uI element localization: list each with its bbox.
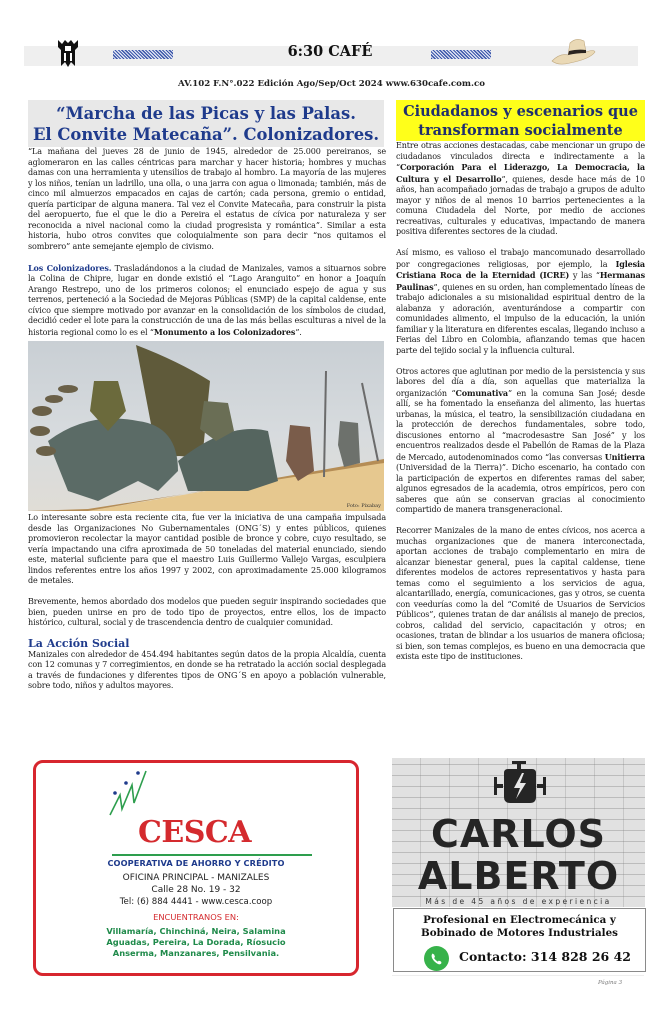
monumento-name: Monumento a los Colonizadores [153,326,296,337]
decorative-stripe-right [431,50,491,59]
engine-icon [492,761,548,809]
accion-social-heading: La Acción Social [28,636,130,650]
carlos-description-1: Profesional en Electromecánica y [423,914,616,926]
publisher-logo-icon [56,38,80,68]
cesca-address: Calle 28 No. 19 - 32 [151,885,241,895]
cesca-locations-1: Villamaría, Chinchiná, Neira, Salamina [106,926,286,936]
right-title-line-2: transforman socialmente [418,121,623,139]
left-paragraph-1: “La mañana del jueves 28 de junio de 1945, alrededor de 25.000 pereiranos, se aglomeraron en las calles céntricas para marchar y hacer historia; hombres y muchas damas con una herramienta y utensilios de trabajo al hombro. La mayoría de las mujeres y los niños, tenían un ladrillo, una olla, o una jarra con agua o limonada; también, más de cinco mil almuerzos empacados en cajas de cartón; cada persona, gremio o entidad, quería participar de alguna manera. Tal vez el Convite Matecaña, para construir la pista del aeropuerto, fue el que le dio a Pereira el estatus de cívica por naturaleza y ser reconocida a nivel nacional como la ciudad progresista y romántica”. Similar a esta historia, hubo otros convites que coloquialmente son para decir “nos quitamos el sombrero” ante semejante ejemplo de civismo. [28,147,386,251]
right-article-title [396,100,645,141]
unitierra-name: Unitierra [604,451,645,462]
colonizadores-heading: Los Colonizadores. [28,262,112,273]
left-paragraph-4: Brevemente, hemos abordado dos modelos que pueden seguir inspirando sociedades que bien, pueden unirse en pro de todo tipo de proyectos, entre ellos, los de impacto histórico, cultural, social y de trascendencia dentro de cualquier comunidad. [28,597,386,627]
right-title-line-1: Ciudadanos y escenarios que [403,103,638,120]
left-title-line-2: El Convite Matecaña”. Colonizadores. [32,125,380,144]
hat-icon [550,37,596,67]
page-number: Página 3 [598,980,623,986]
right-paragraph-2: Así mismo, es valioso el trabajo mancomunado desarrollado por congregaciones religiosas, por ejemplo, la Iglesia Cristiana Roca de la Eternidad (ICRE) y las “Hermanas Paulinas”, quienes en su orden, han complementado líneas de trabajo adicionales a su misionalidad espiritual dentro de la alabanza y adoración, aventurándose a compartir con comunidades alimento, el impulso de la educación, la unión familiar y la literatura en diferentes escalas, llegando incluso a Ferias del Libro en Colombia, afianzando temas que hacen parte del tejido social y la influencia cultural. [396,248,646,355]
right-paragraph-1: Entre otras acciones destacadas, cabe mencionar un grupo de ciudadanos vinculados directa e indirectamente a la “Corporación Para el Liderazgo, La Democracia, la Cultura y el Desarrollo”, quienes, desde hace más de 10 años, han acompañado jornadas de trabajo a grupos de adulto mayor y niños de al menos 10 barrios pertenecientes a la comuna Ciudadela del Norte, por medio de acciones recreativas, culturales y educativas, impactando de manera positiva diferentes sectores de la ciudad. [396,141,645,236]
cesca-brand: CESCA [138,815,252,850]
carlos-name-line-2: ALBERTO [417,854,620,898]
carlos-description-2: Bobinado de Motores Industriales [421,927,618,939]
footer-divider [392,975,644,976]
right-paragraph-4: Recorrer Manizales de la mano de entes cívicos, nos acerca a muchas organizaciones que de manera interconectada, aportan acciones de trabajo complementario en mira de alcanzar bienestar general, pues la capital caldense, tiene diferentes modelos de actores representativos y hasta para temas como el seguimiento a los servicios de agua, alcantarillado, energía, comunicaciones, gas y otros, se cuenta con veedurías como la del “Comité de Usuarios de Servicios Públicos”, quienes tratan de dar análisis al manejo de precios, cobros, calidad del servicio, capacitación y otros; en ocasiones, tratan de blindar a los usuarios de manera oficiosa; si bien, son temas complejos, es bueno en una democracia que exista este tipo de instituciones. [396,526,645,661]
monument-photo [28,341,384,511]
left-title-line-1: “Marcha de las Picas y las Palas. [56,104,356,123]
left-paragraph-2: Los Colonizadores. Trasladándonos a la ciudad de Manizales, vamos a situarnos sobre la Colina de Chipre, lugar en donde existió el “Lago Aranguito” en honor a Joaquín Arango Restrepo, uno de los primeros colonos; el enunciado espejo de agua y sus terrenos, perteneció a la Sociedad de Mejoras Públicas (SMP) de la capital caldense, ente cívico que siempre motivado por avanzar en la consolidación de los símbolos de ciudad, decidió ceder el lote para la construcción de una de las más bellas esculturas a nivel de la historia regional como lo es el “Monumento a los Colonizadores”. [28,262,386,337]
carlos-phone[interactable]: Contacto: 314 828 26 42 [459,949,631,964]
corporacion-name: Corporación Para el Liderazgo, La Democracia, la Cultura y el Desarrollo [396,162,645,184]
comunativa-name: Comunativa [455,387,508,398]
right-paragraph-3: Otros actores que aglutinan por medio de la persistencia y sus labores del día a día, son aquellas que materializa la organización “Comunativa” en la comuna San José; desde allí, se ha fomentado la enseñanza del alimento, las huertas urbanas, la música, el teatro, la sensibilización ciudadana en la protección de derechos fundamentales, sobre todo, discusiones entorno al “macrodesastre San José” y los encuentros realizados desde el Pabellón de Ramas de la Plaza de Mercado, autodenominados como “las conversas Unitierra (Universidad de la Tierra)”. Dicho escenario, ha contado con la participación de expertos en diferentes ramas del saber, algunos egresados de la academia, otros empíricos, pero con saberes que aún se conservan gracias al conocimiento compartido de manera transgeneracional. [396,366,645,514]
left-paragraph-5: Manizales con alrededor de 454.494 habitantes según datos de la propia Alcaldía, cuenta con 12 comunas y 7 corregimientos, en donde se ha retratado la acción social desplegada a través de fundaciones y diferentes tipos de ONG´S en apoyo a población vulnerable, sobre todo, niños y adultos mayores. [28,649,386,690]
cesca-advertisement[interactable] [33,760,359,976]
left-paragraph-3: Lo interesante sobre esta reciente cita, fue ver la iniciativa de una campaña impulsada desde las Organizaciones No Gubernamentales (ONG´S) y entes públicos, quienes promovieron recolectar la mayor cantidad posible de bronce y cobre, cuyo resultado, se vería impactando una cifra aproximada de 50 toneladas del material enunciado, siendo este, material suficiente para que el maestro Luis Guillermo Vallejo Vargas, esculpiera lindos referentes entre los años 1997 y 2002, con aproximadamente 25.000 kilogramos de metales. [28,513,386,585]
cesca-locations-2: Aguadas, Pereira, La Dorada, Ríosucio [106,937,286,947]
colonizadores-sculpture-image [28,341,384,511]
publication-title: 6:30 CAFÉ [287,43,373,60]
carlos-name-line-1: CARLOS [430,812,607,856]
left-article-title [28,100,384,147]
cesca-locations-3: Anserma, Manzanares, Pensilvania. [112,948,280,958]
hermanas-paulinas-name: Hermanas Paulinas [396,270,645,292]
left-article [28,100,386,692]
decorative-stripe-left [113,50,173,59]
icre-name: Iglesia Cristiana Roca de la Eternidad (ICRE) [396,258,645,280]
edition-line: AV.102 F.N°.022 Edición Ago/Sep/Oct 2024 www.630cafe.com.co [178,79,485,89]
growth-lines-icon [106,769,176,819]
cesca-subtitle: COOPERATIVA DE AHORRO Y CRÉDITO [107,858,285,868]
cesca-contact: Tel: (6) 884 4441 - www.cesca.coop [119,897,273,907]
right-article [396,100,645,663]
cesca-underline [112,854,312,856]
cesca-find-us: ENCUENTRANOS EN: [153,912,239,922]
cesca-office: OFICINA PRINCIPAL - MANIZALES [122,873,270,883]
carlos-alberto-advertisement[interactable] [392,758,645,907]
carlos-tagline: Más de 45 años de experiencia [425,897,612,906]
photo-credit: Foto: Pixabay [346,503,381,509]
whatsapp-icon[interactable] [424,946,449,971]
carlos-contact-box [393,908,646,972]
